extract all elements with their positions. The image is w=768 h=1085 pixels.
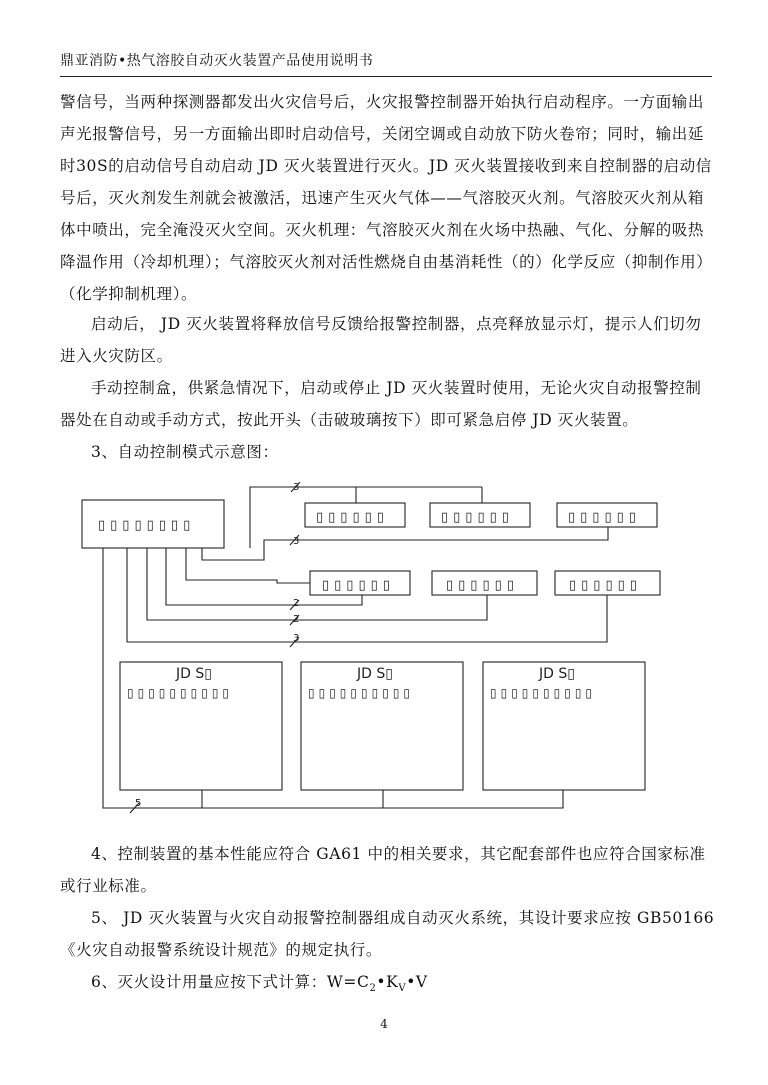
detector-label-6: ▯▯▯▯▯▯ [569, 578, 642, 593]
paragraph-alarm-process: 警信号，当两种探测器都发出火灾信号后，火灾报警控制器开始执行启动程序。一方面输出声光报警信号，另一方面输出即时启动信号，关闭空调或自动放下防火卷帘；同时，输出延时30S的启动信号自动启动 JD 灭火装置进行灭火。JD 灭火装置接收到来自控制器的启动信号后，灭火剂发生剂就会被激活，迅速产生灭火气体——气溶胶灭火剂。气溶胶灭火剂从箱体中喷出，完全淹没灭火空间。灭火机理：气溶胶灭火剂在火场中热融、气化、分解的吸热降温作用（冷却机理）；气溶胶灭火剂对活性燃烧自由基消耗性（的）化学反应（抑制作用）（化学抑制机理）。 [60, 93, 713, 303]
device-title-1: JD S▯ [176, 666, 212, 682]
formula-sub-c: 2 [369, 983, 377, 995]
paragraph-ga61-requirement: 4、控制装置的基本性能应符合 GA61 中的相关要求，其它配套部件也应符合国家标准或行业标准。 [60, 845, 706, 895]
wire-count-3: 2 [293, 598, 300, 609]
paragraph-manual-control: 手动控制盒，供紧急情况下，启动或停止 JD 灭火装置时使用，无论火灾自动报警控制器处在自动或手动方式，按此开头（击破玻璃按下）即可紧急启停 JD 灭火装置。 [60, 379, 702, 429]
wire-count-5: 3 [293, 633, 300, 644]
page-number: 4 [380, 1017, 388, 1031]
paragraph-diagram-caption: 3、自动控制模式示意图： [91, 443, 279, 461]
page-header: 鼎亚消防•热气溶胶自动灭火装置产品使用说明书 [60, 53, 374, 69]
device-label-3: ▯▯▯▯▯▯▯▯▯▯ [490, 686, 597, 700]
formula-prefix: 6、灭火设计用量应按下式计算：W=C [91, 973, 370, 991]
detector-label-4: ▯▯▯▯▯▯ [322, 578, 395, 593]
detector-label-1: ▯▯▯▯▯▯ [316, 510, 389, 525]
formula-suffix: •V [406, 973, 428, 991]
detector-label-2: ▯▯▯▯▯▯ [441, 510, 514, 525]
device-label-1: ▯▯▯▯▯▯▯▯▯▯ [127, 686, 234, 700]
wire-count-2: 3 [293, 536, 300, 547]
formula-mid: •K [376, 973, 399, 991]
paragraph-gb50166-requirement: 5、 JD 灭火装置与火灾自动报警控制器组成自动灭火系统，其设计要求应按 GB50166《火灾自动报警系统设计规范》的规定执行。 [60, 909, 715, 959]
wire-count-1: 3 [293, 482, 300, 493]
controller-label: ▯▯▯▯▯▯▯▯ [98, 518, 196, 533]
paragraph-release-feedback: 启动后， JD 灭火装置将释放信号反馈给报警控制器，点亮释放显示灯，提示人们切勿进入火灾防区。 [60, 315, 702, 365]
device-label-2: ▯▯▯▯▯▯▯▯▯▯ [308, 686, 415, 700]
wire-count-6: 5 [135, 798, 142, 809]
wire-count-4: 2 [293, 614, 300, 625]
detector-label-3: ▯▯▯▯▯▯ [568, 510, 641, 525]
formula-sub-k: V [398, 983, 407, 995]
device-title-3: JD S▯ [539, 666, 575, 682]
paragraph-dosage-formula [60, 966, 716, 1005]
device-title-2: JD S▯ [357, 666, 393, 682]
detector-label-5: ▯▯▯▯▯▯ [446, 578, 519, 593]
